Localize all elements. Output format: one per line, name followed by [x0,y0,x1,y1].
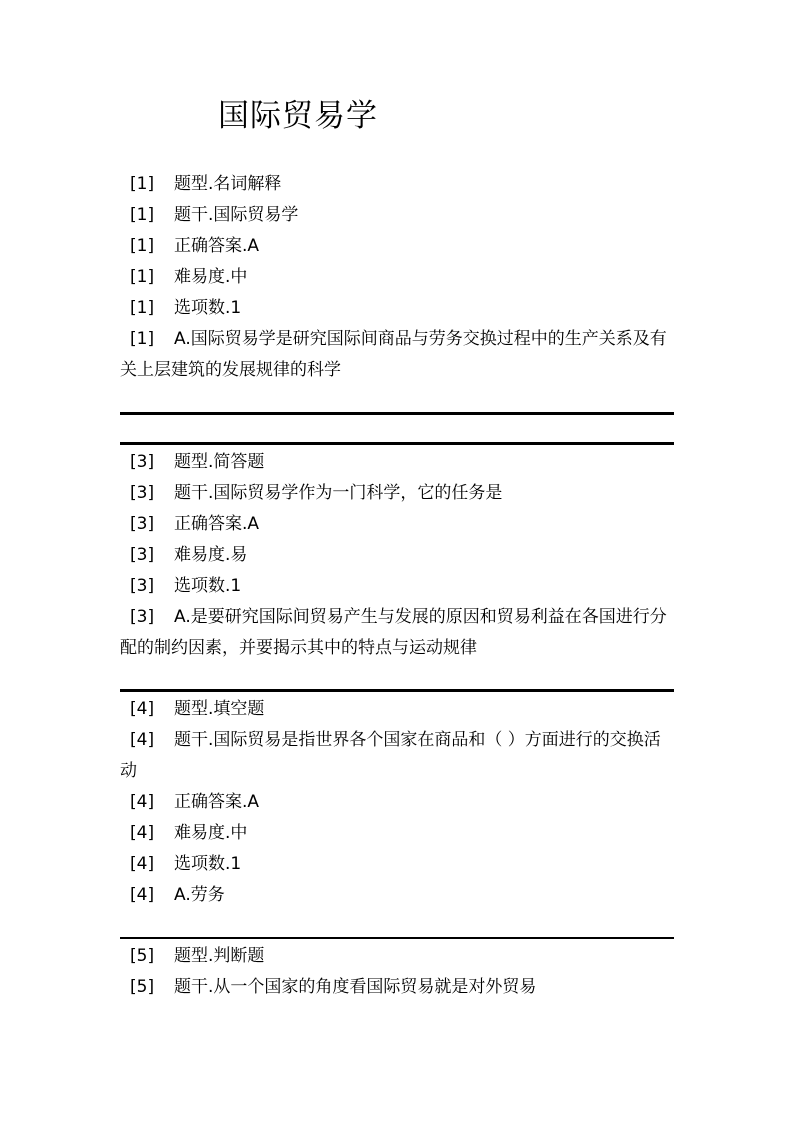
question-answer: 正确答案.A [174,236,260,256]
question-type-row [120,169,674,200]
question-type: 题型.简答题 [174,452,265,472]
question-stem-row [120,972,674,1003]
question-index: [1] [130,329,155,349]
question-index: [4] [130,699,155,719]
question-type: 题型.判断题 [174,946,265,966]
question-stem: 题干.国际贸易是指世界各个国家在商品和（ ）方面进行的交换活动 [120,730,661,781]
question-option-a: A.是要研究国际间贸易产生与发展的原因和贸易利益在各国进行分配的制约因素，并要揭示其中的特点与运动规律 [120,607,667,658]
question-1 [120,169,674,386]
question-difficulty: 难易度.中 [174,823,248,843]
question-option-count: 选项数.1 [174,854,242,874]
question-option-count: 选项数.1 [174,298,242,318]
question-difficulty-row [120,540,674,571]
question-stem-row [120,478,674,509]
question-index: [4] [130,792,155,812]
question-index: [4] [130,730,155,750]
question-type: 题型.名词解释 [174,174,282,194]
question-answer-row [120,509,674,540]
question-difficulty-row [120,818,674,849]
question-option-count-row [120,849,674,880]
question-option-count-row [120,293,674,324]
question-index: [3] [130,576,155,596]
question-stem: 题干.从一个国家的角度看国际贸易就是对外贸易 [174,977,537,997]
question-answer: 正确答案.A [174,514,260,534]
question-index: [3] [130,545,155,565]
question-option-count-row [120,571,674,602]
question-index: [1] [130,236,155,256]
question-index: [4] [130,823,155,843]
question-5 [120,941,674,1003]
question-index: [1] [130,205,155,225]
question-index: [1] [130,298,155,318]
question-stem: 题干.国际贸易学 [174,205,299,225]
question-option-a-row [120,880,674,911]
question-stem-row [120,725,674,787]
section-divider [120,937,674,939]
question-answer-row [120,231,674,262]
question-difficulty-row [120,262,674,293]
question-index: [3] [130,452,155,472]
question-difficulty: 难易度.易 [174,545,248,565]
question-index: [3] [130,607,155,627]
document-title: 国际贸易学 [218,98,378,134]
question-4 [120,694,674,911]
question-difficulty: 难易度.中 [174,267,248,287]
question-type-row [120,941,674,972]
question-option-a-row [120,324,674,386]
question-index: [4] [130,885,155,905]
section-divider [120,442,674,445]
question-index: [1] [130,267,155,287]
question-type-row [120,694,674,725]
question-index: [4] [130,854,155,874]
question-stem-row [120,200,674,231]
question-index: [5] [130,977,155,997]
question-option-a: A.劳务 [174,885,225,905]
question-3 [120,447,674,664]
question-index: [5] [130,946,155,966]
question-answer-row [120,787,674,818]
question-option-a: A.国际贸易学是研究国际间商品与劳务交换过程中的生产关系及有关上层建筑的发展规律的科学 [120,329,667,380]
question-option-count: 选项数.1 [174,576,242,596]
question-option-a-row [120,602,674,664]
section-divider [120,412,674,415]
question-answer: 正确答案.A [174,792,260,812]
section-divider [120,689,674,692]
question-index: [3] [130,514,155,534]
question-type: 题型.填空题 [174,699,265,719]
question-index: [3] [130,483,155,503]
question-index: [1] [130,174,155,194]
question-type-row [120,447,674,478]
question-stem: 题干.国际贸易学作为一门科学，它的任务是 [174,483,503,503]
